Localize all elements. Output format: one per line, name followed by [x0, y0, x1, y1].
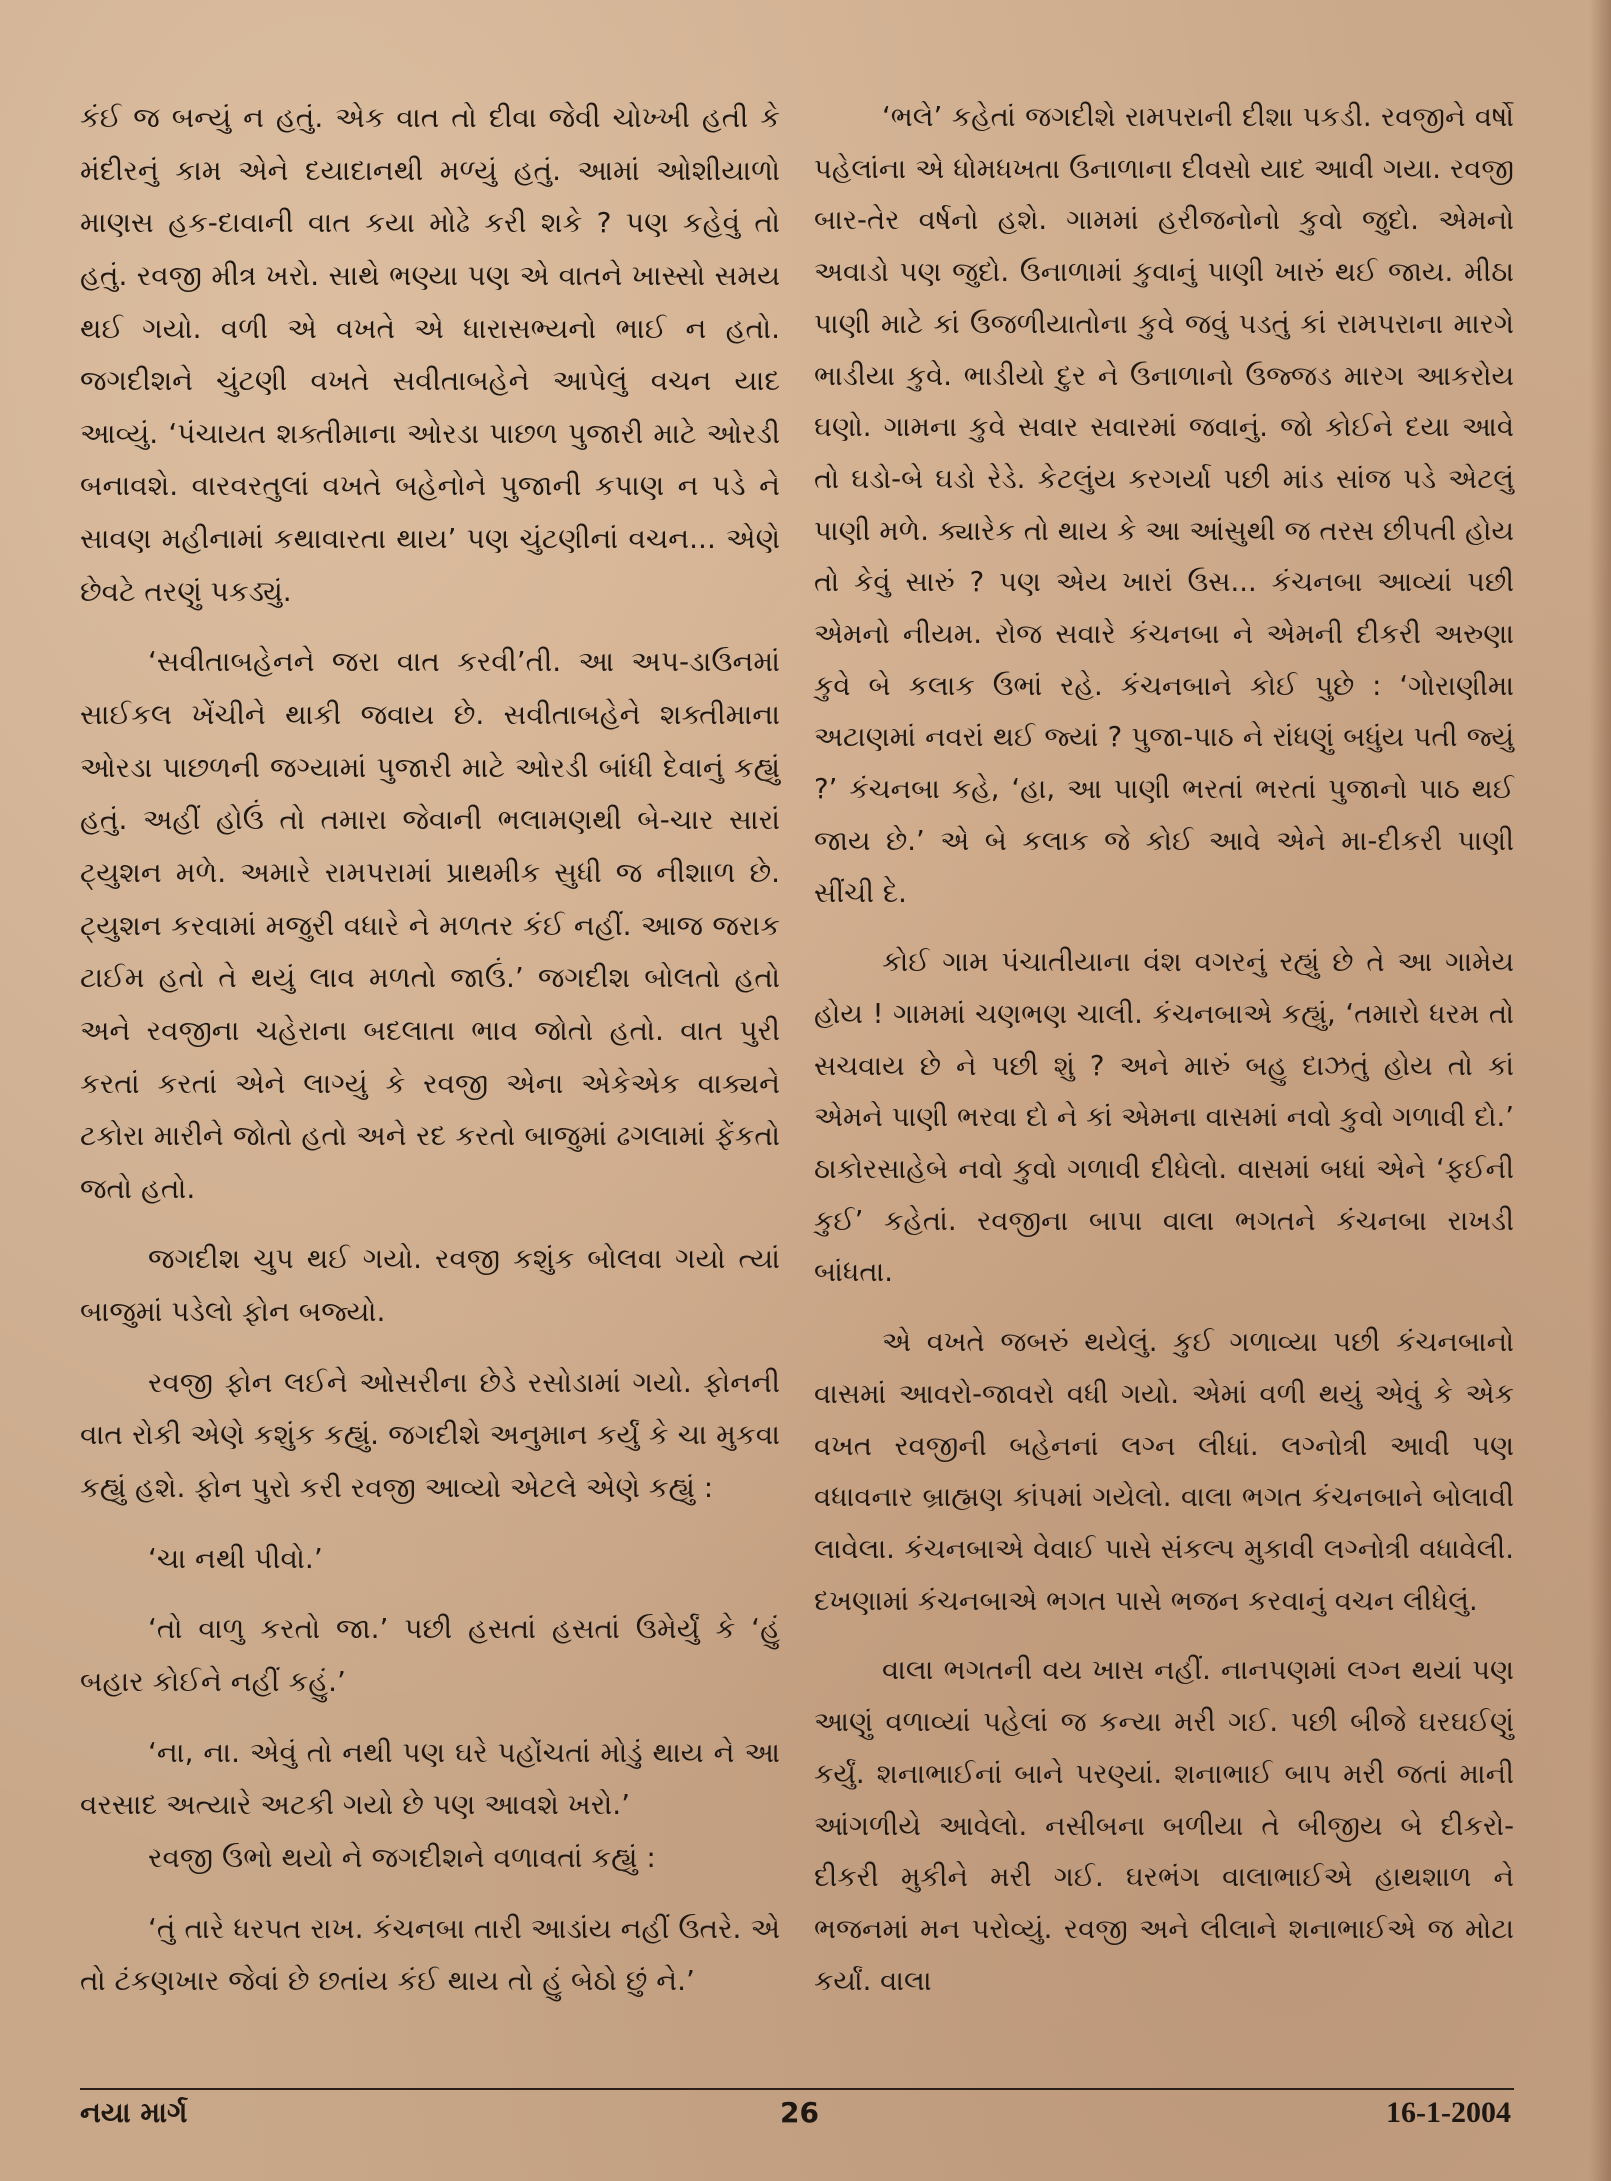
- paragraph: કોઈ ગામ પંચાતીયાના વંશ વગરનું રહ્યું છે તે આ ગામેય હોય ! ગામમાં ચણભણ ચાલી. કંચનબાએ કહ્યું, ‘તમારો ધરમ તો સચવાય છે ને પછી શું ? અને મારું બહુ દાઝતું હોય તો કાં એમને પાણી ભરવા દો ને કાં એમના વાસમાં નવો કુવો ગળાવી દો.’ ઠાકોરસાહેબે નવો કુવો ગળાવી દીધેલો. વાસમાં બધાં એને ‘ફઈની કુઈ’ કહેતાં. રવજીના બાપા વાલા ભગતને કંચનબા રાખડી બાંધતા.: [814, 946, 1514, 1289]
- page-edge-shadow: [1589, 0, 1611, 2181]
- paragraph: ‘ના, ના. એવું તો નથી પણ ઘરે પહોંચતાં મોડું થાય ને આ વરસાદ અત્યારે અટકી ગયો છે પણ આવશે ખરો.’: [80, 1735, 780, 1822]
- left-column: [80, 92, 780, 2008]
- footer-divider: [80, 2088, 1514, 2090]
- paragraph: ‘તું તારે ધરપત રાખ. કંચનબા તારી આડાંય નહીં ઉતરે. એ તો ટંકણખાર જેવાં છે છતાંય કંઈ થાય તો હું બેઠો છું ને.’: [80, 1911, 780, 1998]
- paragraph: રવજી ઉભો થયો ને જગદીશને વળાવતાં કહ્યું :: [148, 1840, 656, 1874]
- issue-date: 16-1-2004: [1386, 2096, 1511, 2129]
- page-number: 26: [780, 2096, 819, 2129]
- paragraph: ‘ભલે’ કહેતાં જગદીશે રામપરાની દીશા પકડી. રવજીને વર્ષો પહેલાંના એ ધોમધખતા ઉનાળાના દીવસો યાદ આવી ગયા. રવજી બાર-તેર વર્ષનો હશે. ગામમાં હરીજનોનો કુવો જુદો. એમનો અવાડો પણ જુદો. ઉનાળામાં કુવાનું પાણી ખારું થઈ જાય. મીઠા પાણી માટે કાં ઉજળીયાતોના કુવે જવું પડતું કાં રામપરાના મારગે ભાડીયા કુવે. ભાડીયો દુર ને ઉનાળાનો ઉજ્જડ મારગ આકરોય ઘણો. ગામના કુવે સવાર સવારમાં જવાનું. જો કોઈને દયા આવે તો ઘડો-બે ઘડો રેડે. કેટલુંય કરગર્યા પછી માંડ સાંજ પડે એટલું પાણી મળે. ક્યારેક તો થાય કે આ આંસુથી જ તરસ છીપતી હોય તો કેવું સારું ? પણ એય ખારાં ઉસ... કંચનબા આવ્યાં પછી એમનો નીયમ. રોજ સવારે કંચનબા ને એમની દીકરી અરુણા કુવે બે કલાક ઉભાં રહે. કંચનબાને કોઈ પુછે : ‘ગોરાણીમા અટાણમાં નવરાં થઈ જ્યાં ? પુજા-પાઠ ને રાંધણું બધુંય પતી જ્યું ?’ કંચનબા કહે, ‘હા, આ પાણી ભરતાં ભરતાં પુજાનો પાઠ થઈ જાય છે.’ એ બે કલાક જે કોઈ આવે એને મા-દીકરી પાણી સીંચી દે.: [814, 101, 1514, 909]
- paragraph: વાલા ભગતની વય ખાસ નહીં. નાનપણમાં લગ્ન થયાં પણ આણું વળાવ્યાં પહેલાં જ કન્યા મરી ગઈ. પછી બીજે ઘરઘઈણું કર્યું. શનાભાઈનાં બાને પરણ્યાં. શનાભાઈ બાપ મરી જતાં માની આંગળીયે આવેલો. નસીબના બળીયા તે બીજીય બે દીકરો-દીકરી મુકીને મરી ગઈ. ઘરભંગ વાલાભાઈએ હાથશાળ ને ભજનમાં મન પરોવ્યું. રવજી અને લીલાને શનાભાઈએ જ મોટા કર્યાં. વાલા: [814, 1654, 1514, 1997]
- right-column: [814, 92, 1514, 2007]
- magazine-name: નયા માર્ગ: [80, 2096, 188, 2129]
- paragraph: ‘ચા નથી પીવો.’: [148, 1541, 323, 1575]
- paragraph: ‘તો વાળુ કરતો જા.’ પછી હસતાં હસતાં ઉમેર્યું કે ‘હું બહાર કોઈને નહીં કહું.’: [80, 1612, 780, 1698]
- paragraph: ‘સવીતાબહેનને જરા વાત કરવી’તી. આ અપ-ડાઉનમાં સાઈકલ ખેંચીને થાકી જવાય છે. સવીતાબહેને શક્તીમાના ઓરડા પાછળની જગ્યામાં પુજારી માટે ઓરડી બાંધી દેવાનું કહ્યું હતું. અહીં હોઉં તો તમારા જેવાની ભલામણથી બે-ચાર સારાં ટ્યુશન મળે. અમારે રામપરામાં પ્રાથમીક સુધી જ નીશાળ છે. ટ્યુશન કરવામાં મજુરી વધારે ને મળતર કંઈ નહીં. આજ જરાક ટાઈમ હતો તે થયું લાવ મળતો જાઉં.’ જગદીશ બોલતો હતો અને રવજીના ચહેરાના બદલાતા ભાવ જોતો હતો. વાત પુરી કરતાં કરતાં એને લાગ્યું કે રવજી એના એકેએક વાક્યને ટકોરા મારીને જોતો હતો અને રદ કરતો બાજુમાં ઢગલામાં ફેંકતો જતો હતો.: [80, 645, 780, 1205]
- paragraph: એ વખતે જબરું થયેલું. કુઈ ગળાવ્યા પછી કંચનબાનો વાસમાં આવરો-જાવરો વધી ગયો. એમાં વળી થયું એવું કે એક વખત રવજીની બહેનનાં લગ્ન લીધાં. લગ્નોત્રી આવી પણ વધાવનાર બ્રાહ્મણ કાંપમાં ગયેલો. વાલા ભગત કંચનબાને બોલાવી લાવેલા. કંચનબાએ વેવાઈ પાસે સંકલ્પ મુકાવી લગ્નોત્રી વધાવેલી. દખણામાં કંચનબાએ ભગત પાસે ભજન કરવાનું વચન લીધેલું.: [814, 1326, 1514, 1617]
- paragraph: કંઈ જ બન્યું ન હતું. એક વાત તો દીવા જેવી ચોખ્ખી હતી કે મંદીરનું કામ એને દયાદાનથી મળ્યું હતું. આમાં ઓશીયાળો માણસ હક-દાવાની વાત કયા મોઢે કરી શકે ? પણ કહેવું તો હતું. રવજી મીત્ર ખરો. સાથે ભણ્યા પણ એ વાતને ખાસ્સો સમય થઈ ગયો. વળી એ વખતે એ ધારાસભ્યનો ભાઈ ન હતો. જગદીશને ચુંટણી વખતે સવીતાબહેને આપેલું વચન યાદ આવ્યું. ‘પંચાયત શક્તીમાના ઓરડા પાછળ પુજારી માટે ઓરડી બનાવશે. વારવરતુલાં વખતે બહેનોને પુજાની કપાણ ન પડે ને સાવણ મહીનામાં કથાવારતા થાય’ પણ ચુંટણીનાં વચન... એણે છેવટે તરણું પકડ્યું.: [80, 101, 780, 608]
- paragraph: રવજી ફોન લઈને ઓસરીના છેડે રસોડામાં ગયો. ફોનની વાત રોકી એણે કશુંક કહ્યું. જગદીશે અનુમાન કર્યું કે ચા મુકવા કહ્યું હશે. ફોન પુરો કરી રવજી આવ્યો એટલે એણે કહ્યું :: [80, 1365, 780, 1505]
- paragraph: જગદીશ ચુપ થઈ ગયો. રવજી કશુંક બોલવા ગયો ત્યાં બાજુમાં પડેલો ફોન બજ્યો.: [80, 1242, 780, 1329]
